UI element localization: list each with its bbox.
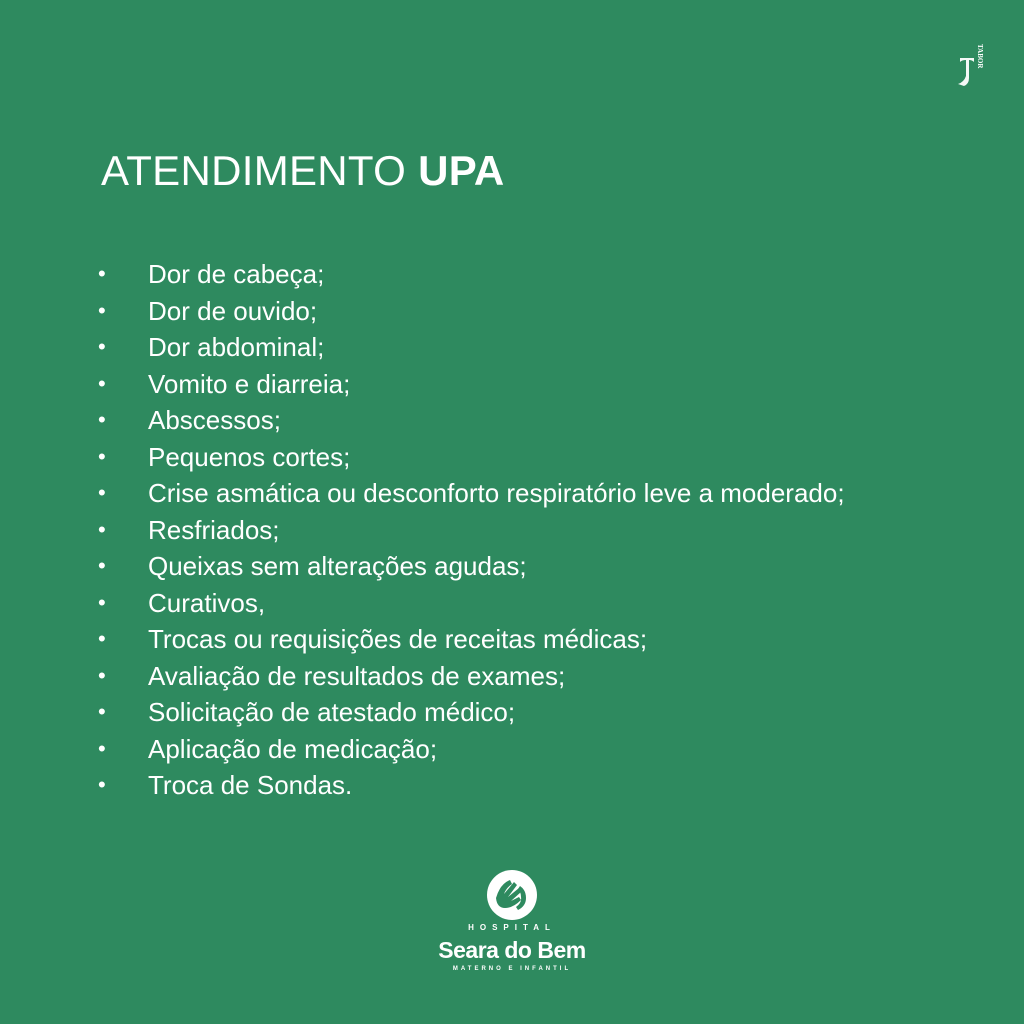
list-item-text: Dor de ouvido; <box>148 295 318 326</box>
bullet-icon: • <box>98 735 106 761</box>
list-item-text: Solicitação de atestado médico; <box>148 697 516 727</box>
bullet-icon: • <box>98 699 106 724</box>
bullet-icon: • <box>98 516 106 542</box>
bullet-icon: • <box>98 772 106 797</box>
logo-name: Seara do Bem <box>438 937 586 963</box>
hands-icon <box>484 868 540 922</box>
bullet-icon: • <box>98 553 106 578</box>
title-bold: UPA <box>418 147 505 194</box>
list-item-text: Abscessos; <box>148 405 281 435</box>
list-item-text: Queixas sem alterações agudas; <box>148 551 527 581</box>
logo-top-text: HOSPITAL <box>468 923 556 932</box>
list-item-text: Avaliação de resultados de exames; <box>148 660 566 691</box>
bullet-icon: • <box>98 480 106 505</box>
bullet-icon: • <box>98 443 106 469</box>
list-item-text: Pequenos cortes; <box>148 441 351 472</box>
page-title <box>101 146 505 196</box>
list-item-text: Aplicação de medicação; <box>148 733 438 764</box>
bullet-icon: • <box>98 589 106 615</box>
title-light: ATENDIMENTO <box>101 147 407 194</box>
list-item-text: Crise asmática ou desconforto respiratório leve a moderado; <box>148 478 845 508</box>
bullet-icon: • <box>98 662 106 688</box>
list-item-text: Curativos, <box>148 587 266 618</box>
tabor-mark <box>954 40 988 98</box>
list-item-text: Dor abdominal; <box>148 332 325 362</box>
logo-subtitle: MATERNO E INFANTIL <box>452 966 572 972</box>
hospital-logo <box>420 868 604 980</box>
list-item-text: Troca de Sondas. <box>148 770 353 800</box>
bullet-icon: • <box>98 626 106 651</box>
bullet-icon: • <box>98 261 106 286</box>
list-item-text: Trocas ou requisições de receitas médicas; <box>148 624 648 654</box>
tabor-text: TABOR <box>976 44 984 69</box>
tabor-logo-icon <box>954 40 988 98</box>
list-item-text: Resfriados; <box>148 514 280 545</box>
bullet-icon: • <box>98 407 106 432</box>
list-item-text: Dor de cabeça; <box>148 259 325 289</box>
bullet-icon: • <box>98 370 106 396</box>
list-item-text: Vomito e diarreia; <box>148 368 351 399</box>
bullet-icon: • <box>98 334 106 359</box>
bullet-icon: • <box>98 297 106 323</box>
